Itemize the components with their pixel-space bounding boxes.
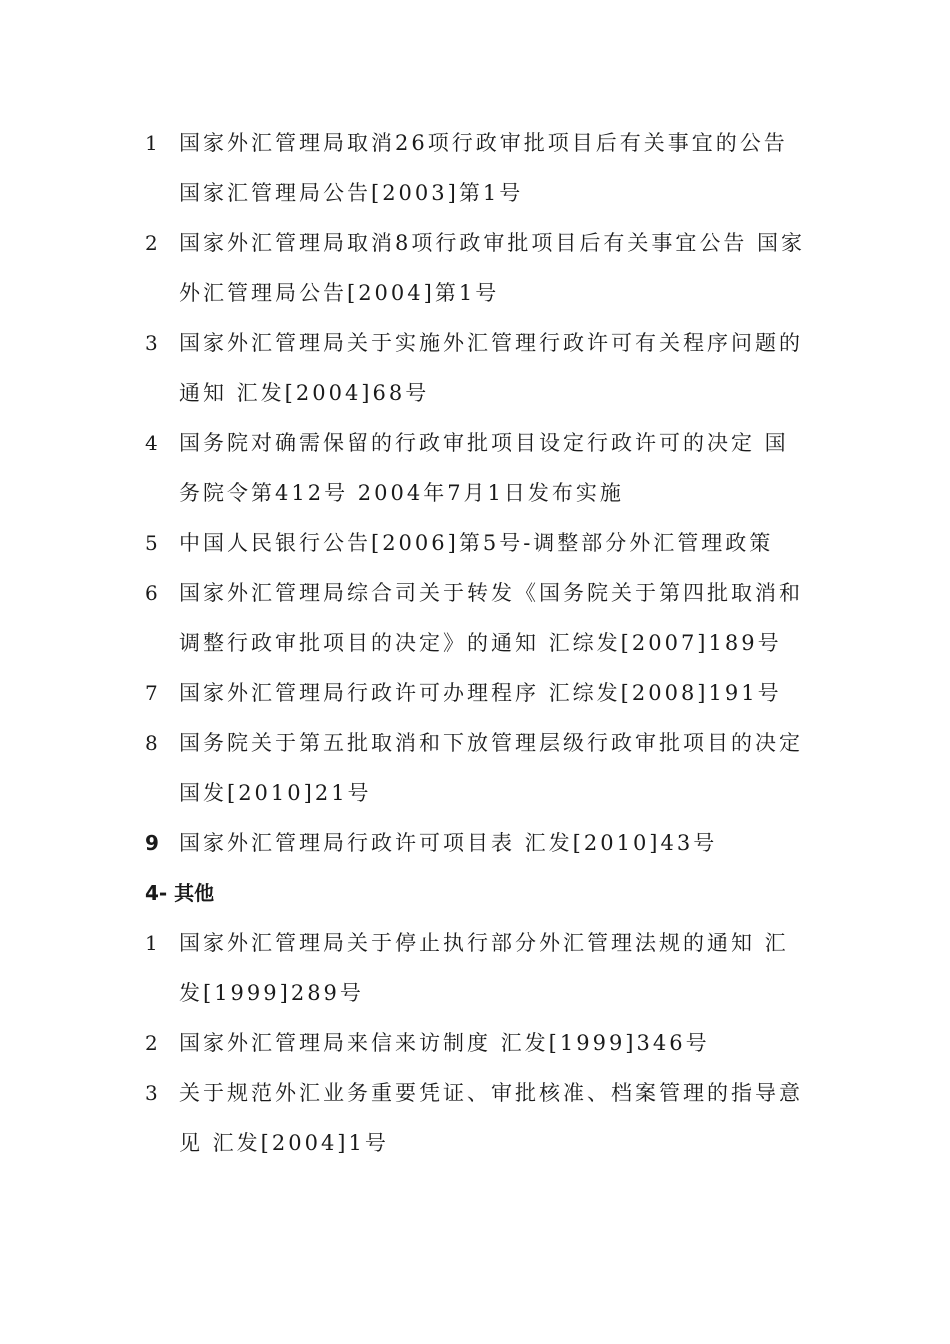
item-text: 中国人民银行公告[2006]第5号-调整部分外汇管理政策 xyxy=(179,531,774,555)
item-number: 2 xyxy=(145,231,158,255)
item-number: 2 xyxy=(145,1031,158,1055)
list-item xyxy=(0,418,950,518)
list-item xyxy=(0,668,950,718)
item-text: 国家外汇管理局关于停止执行部分外汇管理法规的通知 汇发[1999]289号 xyxy=(179,931,789,1005)
item-text: 国家外汇管理局取消8项行政审批项目后有关事宜公告 国家外汇管理局公告[2004]第1号 xyxy=(179,231,806,305)
list-item xyxy=(0,718,950,818)
list-item xyxy=(0,118,950,218)
item-number: 1 xyxy=(145,931,158,955)
list-item xyxy=(0,1018,950,1068)
item-text: 国家外汇管理局行政许可项目表 汇发[2010]43号 xyxy=(179,831,718,855)
item-text: 关于规范外汇业务重要凭证、审批核准、档案管理的指导意见 汇发[2004]1号 xyxy=(179,1081,803,1155)
list-item xyxy=(0,218,950,318)
item-number: 6 xyxy=(145,581,158,605)
item-text: 国务院关于第五批取消和下放管理层级行政审批项目的决定国发[2010]21号 xyxy=(179,731,803,805)
item-text: 国家外汇管理局综合司关于转发《国务院关于第四批取消和调整行政审批项目的决定》的通知 汇综发[2007]189号 xyxy=(179,581,803,655)
item-number: 9 xyxy=(145,831,159,855)
list-item xyxy=(0,818,950,868)
item-text: 国家外汇管理局关于实施外汇管理行政许可有关程序问题的通知 汇发[2004]68号 xyxy=(179,331,803,405)
item-number: 5 xyxy=(145,531,158,555)
item-number: 3 xyxy=(145,331,158,355)
list-item xyxy=(0,1068,950,1168)
section-label: 4- 其他 xyxy=(145,881,215,905)
item-number: 3 xyxy=(145,1081,158,1105)
item-number: 7 xyxy=(145,681,158,705)
list-item xyxy=(0,318,950,418)
item-number: 4 xyxy=(145,431,158,455)
item-number: 8 xyxy=(145,731,158,755)
document-page xyxy=(0,118,950,1168)
section-heading xyxy=(0,868,950,918)
item-text: 国务院对确需保留的行政审批项目设定行政许可的决定 国务院令第412号 2004年7月1日发布实施 xyxy=(179,431,789,505)
list-item xyxy=(0,518,950,568)
list-item xyxy=(0,918,950,1018)
item-number: 1 xyxy=(145,131,158,155)
item-text: 国家外汇管理局取消26项行政审批项目后有关事宜的公告 国家汇管理局公告[2003]第1号 xyxy=(179,131,788,205)
list-item xyxy=(0,568,950,668)
item-text: 国家外汇管理局行政许可办理程序 汇综发[2008]191号 xyxy=(179,681,782,705)
item-text: 国家外汇管理局来信来访制度 汇发[1999]346号 xyxy=(179,1031,710,1055)
